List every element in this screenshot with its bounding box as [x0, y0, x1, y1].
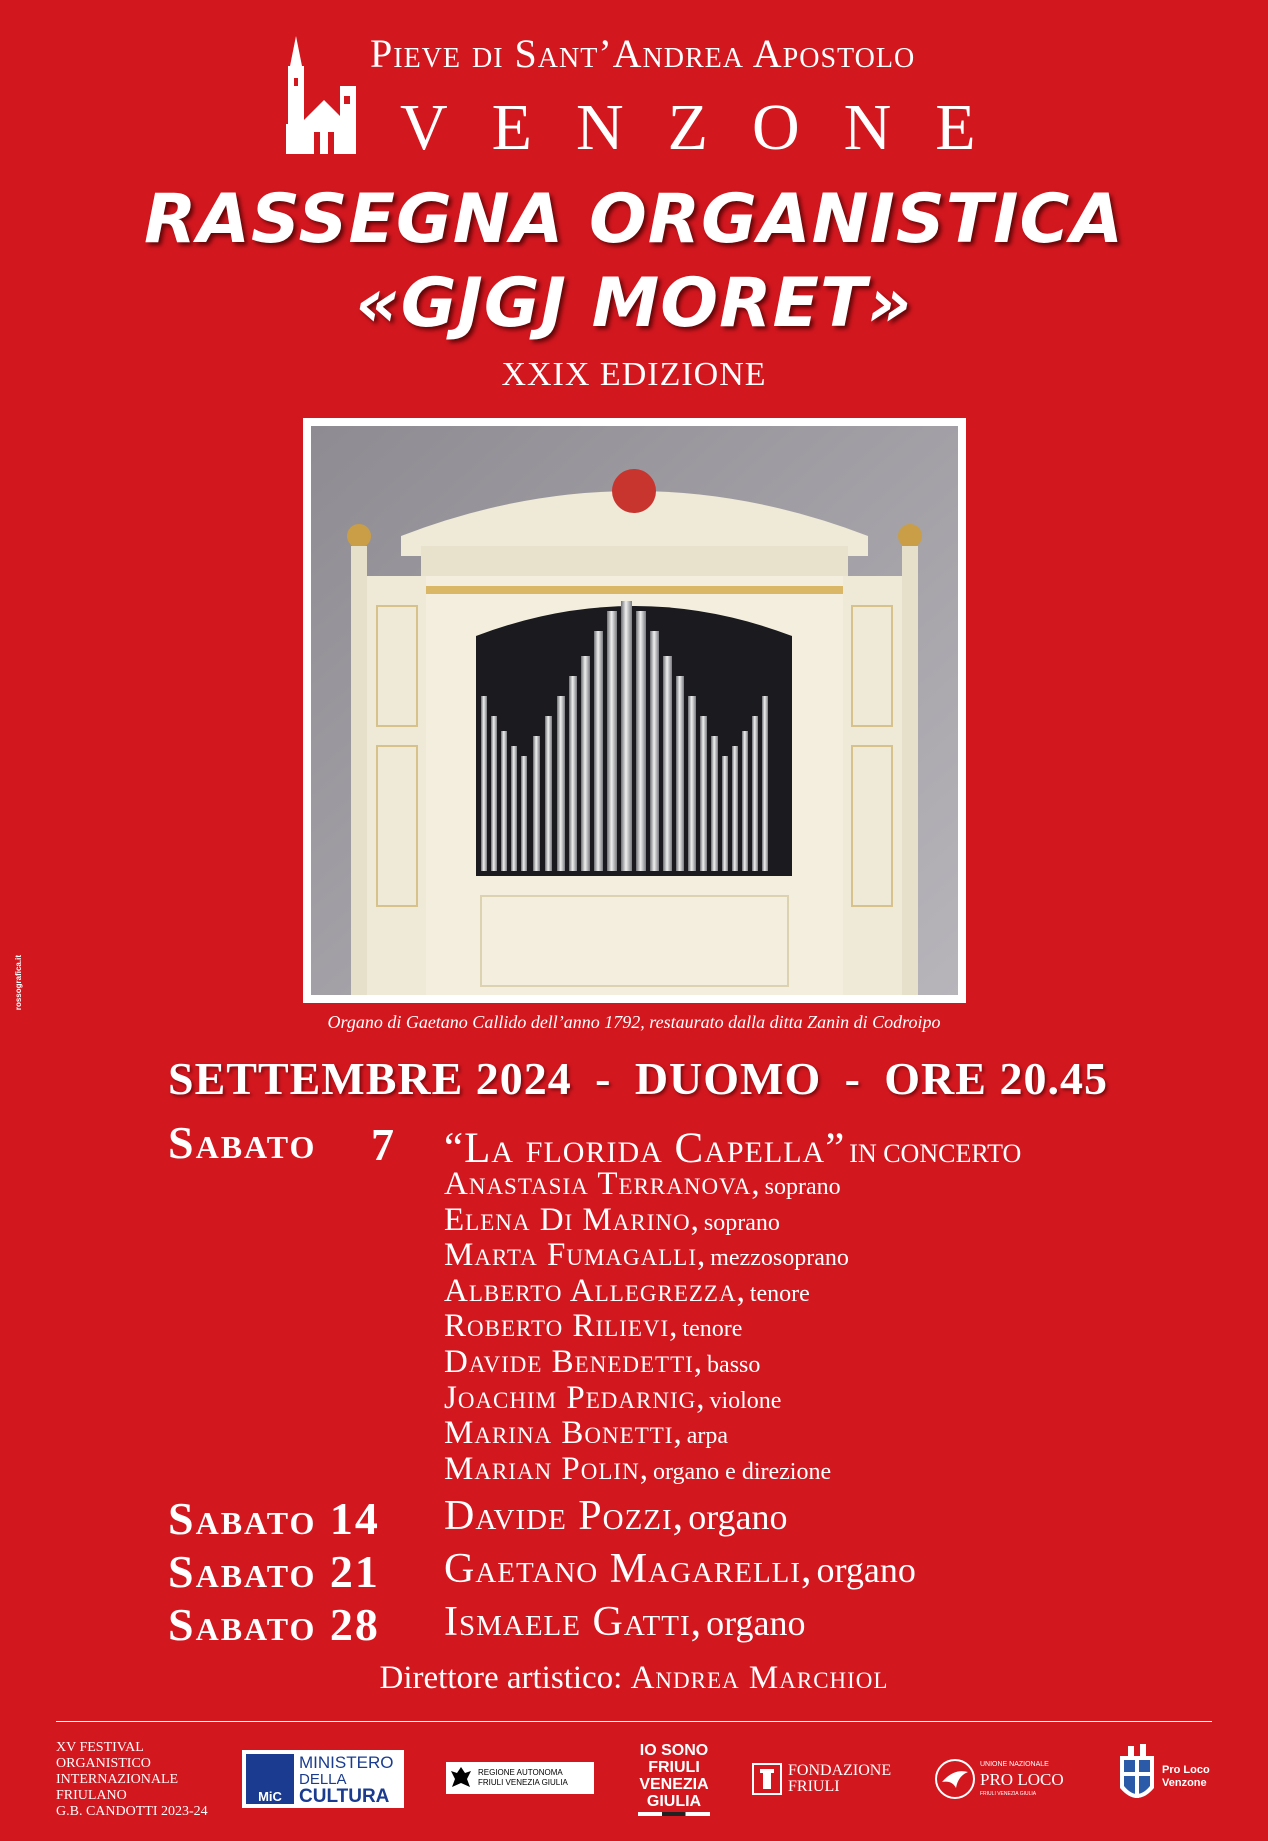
edition-label: XXIX EDIZIONE: [501, 356, 767, 393]
schedule-separator: -: [844, 1053, 861, 1104]
region-line: FRIULI VENEZIA GIULIA: [478, 1778, 568, 1787]
performer-role: violone: [709, 1388, 782, 1414]
organ-photo: [311, 426, 958, 995]
ministry-line: DELLA: [299, 1770, 347, 1788]
performer-name: Joachim Pedarnig,: [444, 1380, 706, 1416]
performer-row: [444, 1202, 780, 1239]
unione-line: UNIONE NAZIONALE: [980, 1760, 1049, 1768]
unione-pro-loco-logo: [934, 1756, 1080, 1802]
performer-name: Elena Di Marino,: [444, 1202, 700, 1238]
io-sono-line: GIULIA: [646, 1793, 702, 1810]
ministry-text: [299, 1754, 393, 1805]
footer-divider: [56, 1721, 1212, 1722]
parish-name: Pieve di Sant’Andrea Apostolo: [370, 31, 916, 76]
schedule-month: SETTEMBRE 2024: [168, 1053, 572, 1104]
fondazione-friuli-logo: [752, 1760, 898, 1798]
concert-performer-28: [444, 1598, 805, 1646]
footer-festival-line: XV FESTIVAL: [56, 1740, 144, 1755]
performer-role: organo: [688, 1497, 788, 1537]
performer-role: basso: [707, 1352, 761, 1378]
photo-caption: Organo di Gaetano Callido dell’anno 1792, restaurato dalla ditta Zanin di Codroipo: [327, 1012, 941, 1032]
performer-row: [444, 1344, 760, 1381]
schedule-time: ORE 20.45: [884, 1053, 1108, 1104]
io-sono-stripe: [638, 1812, 710, 1816]
concert-day-14: Sabato 14: [168, 1493, 380, 1544]
footer-festival-line: G.B. CANDOTTI 2023-24: [56, 1804, 208, 1819]
unione-text: [980, 1759, 1064, 1800]
performer-row: [444, 1380, 781, 1417]
ministry-abbr: MiC: [258, 1789, 282, 1804]
festival-title-line1: RASSEGNA ORGANISTICA: [143, 180, 1124, 259]
performer-name: Marta Fumagalli,: [444, 1237, 707, 1273]
schedule-separator: -: [595, 1053, 612, 1104]
io-sono-line: FRIULI: [648, 1759, 700, 1776]
ministry-mic-badge: [246, 1754, 294, 1804]
performer-name: Alberto Allegrezza,: [444, 1273, 746, 1309]
performer-role: organo: [816, 1550, 916, 1590]
performer-name: Anastasia Terranova,: [444, 1166, 761, 1202]
performer-role: tenore: [682, 1316, 743, 1342]
footer-festival-label: [56, 1740, 208, 1820]
footer-festival-line: INTERNAZIONALE: [56, 1772, 179, 1787]
fondazione-line: FRIULI: [788, 1778, 840, 1795]
performer-row: [444, 1273, 810, 1310]
footer-festival-line: FRIULANO: [56, 1788, 127, 1803]
performer-name: Davide Benedetti,: [444, 1344, 704, 1380]
concert-day-28: Sabato 28: [168, 1599, 380, 1650]
performer-row: [444, 1451, 831, 1488]
pro-loco-line: Pro Loco: [1162, 1764, 1210, 1776]
performer-role: organo: [706, 1603, 806, 1643]
region-fvg-logo: [446, 1762, 594, 1794]
region-line: REGIONE AUTONOMA: [478, 1768, 563, 1777]
artistic-director: [0, 1660, 1268, 1697]
concert-date-7: 7: [371, 1119, 394, 1170]
unione-line: FRIULI VENEZIA GIULIA: [980, 1790, 1037, 1797]
io-sono-fvg-logo: [628, 1742, 720, 1816]
schedule-header: [168, 1052, 1108, 1105]
venzone-crest-icon: [1116, 1742, 1158, 1812]
director-label: Direttore artistico:: [379, 1660, 623, 1696]
column-icon: [752, 1763, 782, 1795]
performer-name: Roberto Rilievi,: [444, 1308, 679, 1344]
performer-name: Marina Bonetti,: [444, 1415, 683, 1451]
organ-photo-frame: [303, 418, 966, 1003]
performer-role: tenore: [749, 1281, 810, 1307]
performer-role: mezzosoprano: [710, 1245, 849, 1271]
performer-role: soprano: [703, 1210, 780, 1236]
ministry-culture-logo: [242, 1750, 404, 1808]
concert-performer-14: [444, 1492, 788, 1540]
unione-line: PRO LOCO: [980, 1769, 1064, 1789]
io-sono-line: VENEZIA: [639, 1776, 709, 1793]
concert-day-7: [168, 1116, 316, 1169]
pro-loco-venzone-logo: [1116, 1740, 1220, 1814]
concert-performer-21: [444, 1545, 916, 1593]
performer-role: organo e direzione: [652, 1459, 832, 1485]
concert-day-21: Sabato 21: [168, 1546, 380, 1597]
performer-role: soprano: [764, 1174, 841, 1200]
performer-name: Gaetano Magarelli,: [444, 1546, 813, 1592]
printer-credit: rossografica.it: [14, 955, 23, 1011]
pro-loco-line: Venzone: [1162, 1777, 1207, 1789]
performer-row: [444, 1308, 742, 1345]
festival-title-line2: «GJGJ MORET»: [355, 264, 913, 343]
performer-row: [444, 1415, 728, 1452]
ministry-line: CULTURA: [299, 1785, 390, 1807]
fondazione-line: FONDAZIONE: [788, 1762, 892, 1779]
director-name: Andrea Marchiol: [630, 1660, 889, 1696]
region-text: [478, 1768, 568, 1788]
ensemble-name: “La florida Capella”: [444, 1125, 846, 1172]
church-logo-icon: [284, 36, 358, 154]
performer-row: [444, 1166, 841, 1203]
io-sono-line: IO SONO: [639, 1742, 709, 1759]
ensemble-suffix: IN CONCERTO: [849, 1139, 1022, 1168]
schedule-venue: DUOMO: [634, 1053, 822, 1104]
eagle-icon: [450, 1765, 472, 1791]
performer-role: arpa: [686, 1423, 729, 1449]
performer-row: [444, 1237, 849, 1274]
footer-festival-line: ORGANISTICO: [56, 1756, 151, 1771]
fondazione-text: [788, 1763, 891, 1795]
concert-day-word: Sabato: [168, 1117, 317, 1168]
ministry-line: MINISTERO: [299, 1752, 394, 1772]
festival-title: [0, 178, 1268, 346]
pro-loco-venzone-text: [1162, 1764, 1210, 1790]
performer-name: Marian Polin,: [444, 1451, 649, 1487]
bird-icon: [934, 1758, 976, 1800]
town-name: VENZONE: [400, 91, 1020, 164]
performer-name: Ismaele Gatti,: [444, 1599, 703, 1645]
performer-name: Davide Pozzi,: [444, 1493, 685, 1539]
